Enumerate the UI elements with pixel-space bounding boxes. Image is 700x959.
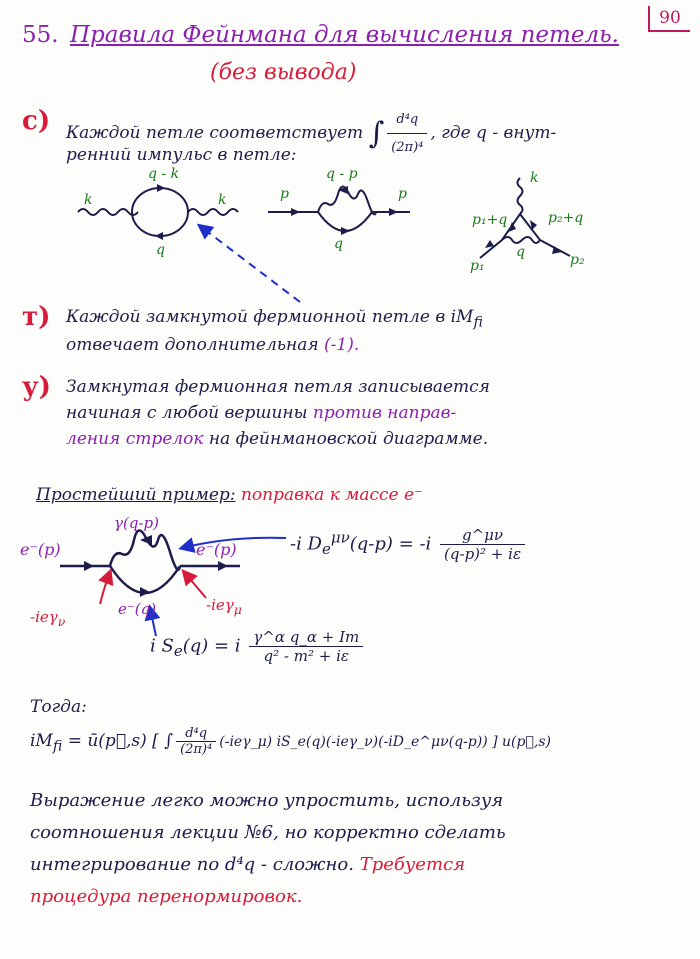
vertex-p1q-label: p₁+q (472, 212, 508, 228)
photon-loop-diagram (78, 184, 238, 240)
fermion-loop-bottom-label: q (334, 236, 343, 252)
closing-line3-highlight: Требуется (359, 854, 466, 875)
section-number: 55. (22, 22, 59, 48)
example-heading-line (36, 482, 423, 509)
amplitude-factors: (-ieγ_μ) iS_e(q)(-ieγ_ν)(-iD_e^μν(q-p)) ] u(p⃗,s) (219, 734, 551, 750)
measure-numerator: d⁴q (387, 106, 427, 134)
vertex-left-text: -ieγ (30, 608, 58, 626)
rule-c-text: Каждой петле соответствует (66, 123, 364, 143)
photon-prop-num: g^μν (440, 526, 525, 545)
rule-c-text-after: , где q - внут- (430, 123, 557, 143)
closing-line4: процедура перенормировок. (30, 886, 303, 907)
rule-c-line2: ренний импульс в петле: (66, 145, 297, 165)
vertex-q-label: q (516, 244, 525, 260)
rule-y-text2: начиная с любой вершины (66, 403, 308, 423)
example-subject: поправка к массе e⁻ (240, 485, 424, 505)
fermion-prop-sub: e (173, 642, 183, 661)
rule-t-line2 (66, 332, 359, 359)
photon-prop-arg: (q-p) = -i (349, 533, 432, 555)
rule-t-subscript: fi (473, 314, 483, 331)
fermion-prop-lhs: i S (150, 635, 174, 657)
example-heading: Простейший пример: (36, 485, 236, 505)
pointer-vertex-left (100, 572, 110, 604)
fermion-loop-top-label: q - p (326, 166, 358, 182)
photon-prop-lhs: -i D (290, 533, 322, 555)
photon-loop-top-label: q - k (148, 166, 180, 182)
rule-t-text: Каждой замкнутой фермионной петле в iM (66, 307, 474, 327)
amplitude-measure-num: d⁴q (176, 726, 216, 742)
triangle-bottom (502, 237, 540, 243)
rule-y-highlight1: против направ- (312, 403, 457, 423)
photon-prop-sup: μν (330, 528, 350, 547)
vertex-right-label (206, 596, 242, 617)
rule-t-letter: т) (22, 302, 51, 332)
arrow-left-side (508, 222, 516, 232)
amplitude-formula (30, 726, 551, 757)
example-diagram (57, 530, 286, 636)
vertex-p2-label: p₂ (570, 252, 585, 268)
rule-y-text3: на фейнмановской диаграмме. (208, 429, 489, 449)
photon-loop-k-left: k (84, 192, 93, 208)
amplitude-eq: = ū(p⃗,s) [ ∫ (67, 731, 174, 751)
fermion-loop-p-left: p (280, 186, 289, 202)
page-number: 90 (648, 6, 690, 32)
amplitude-measure-den: (2π)⁴ (180, 742, 213, 757)
vertex-photon-leg (518, 178, 523, 214)
fermion-prop-fraction (249, 628, 363, 665)
example-out-label: e⁻(p) (196, 540, 237, 559)
photon-prop-den: (q-p)² + iε (444, 545, 521, 563)
photon-prop-fraction (440, 526, 525, 563)
photon-propagator-formula (290, 526, 528, 563)
photon-loop-k-right: k (218, 192, 227, 208)
vertex-right-sub: μ (233, 602, 242, 617)
rule-y-highlight2: ления стрелок (66, 429, 204, 449)
fermion-arc-bottom (318, 212, 372, 231)
amplitude-lhs: iM (30, 731, 53, 751)
vertex-p2q-label: p₂+q (548, 210, 584, 226)
page-title: Правила Фейнмана для вычисления петель. (70, 22, 619, 48)
closing-line3-text: интегрирование по d⁴q - сложно. (30, 854, 354, 875)
dashed-pointer-arrow (200, 226, 300, 302)
example-arrow-out (218, 561, 228, 571)
vertex-left-sub: ν (57, 614, 66, 629)
measure-denominator: (2π)⁴ (391, 140, 424, 155)
vertex-left-label (30, 608, 65, 629)
integral-sign: ∫ (368, 116, 385, 151)
vertex-p1-label: p₁ (470, 258, 485, 274)
amplitude-measure (176, 726, 216, 757)
fermion-arrow-bottom (341, 227, 350, 235)
then-label: Тогда: (30, 697, 87, 717)
loop-arrow-top (157, 184, 165, 192)
photon-prop-sub: e (322, 540, 331, 559)
example-fermion-arc (110, 566, 180, 593)
example-in-label: e⁻(p) (20, 540, 61, 559)
loop-arrow-bottom (155, 232, 163, 240)
fermion-loop-diagram (268, 186, 410, 235)
example-arrow-bottom (140, 587, 150, 597)
rule-y-line3 (66, 426, 488, 453)
rule-c-letter: с) (22, 106, 51, 136)
closing-line3 (30, 850, 465, 880)
fermion-arrow-right (389, 208, 398, 216)
photon-loop-bottom-label: q (156, 242, 165, 258)
rule-t-text2: отвечает дополнительная (66, 335, 319, 355)
fermion-propagator-formula (150, 628, 366, 665)
triangle-right-side (520, 214, 540, 240)
closing-line2: соотношения лекции №6, но корректно сделать (30, 822, 506, 843)
rule-t-factor: (-1). (324, 335, 360, 355)
fermion-prop-num: γ^α q_α + Im (249, 628, 363, 647)
loop-circle (132, 188, 188, 236)
wavy-line-right (188, 209, 238, 215)
fermion-arrow-left (291, 208, 300, 216)
example-photon-label: γ(q-p) (114, 514, 159, 532)
rule-y-line1: Замкнутая фермионная петля записывается (66, 377, 490, 397)
pointer-vertex-right (184, 572, 206, 598)
example-internal-label: e⁻(q) (118, 600, 157, 618)
vertex-right-text: -ieγ (206, 596, 234, 614)
amplitude-sub: fi (52, 738, 63, 755)
vertex-k-label: k (530, 170, 539, 186)
example-photon-arc (110, 530, 180, 569)
fermion-loop-p-right: p (398, 186, 407, 202)
wavy-line-left (78, 209, 138, 215)
fermion-prop-den: q² - m² + iε (263, 647, 349, 665)
fermion-prop-arg: (q) = i (182, 635, 241, 657)
example-arrow-in (84, 561, 94, 571)
rule-y-letter: у) (22, 372, 51, 402)
closing-line1: Выражение легко можно упростить, используя (30, 790, 504, 811)
title-note: (без вывода) (210, 60, 357, 85)
rule-y-line2 (66, 400, 456, 427)
